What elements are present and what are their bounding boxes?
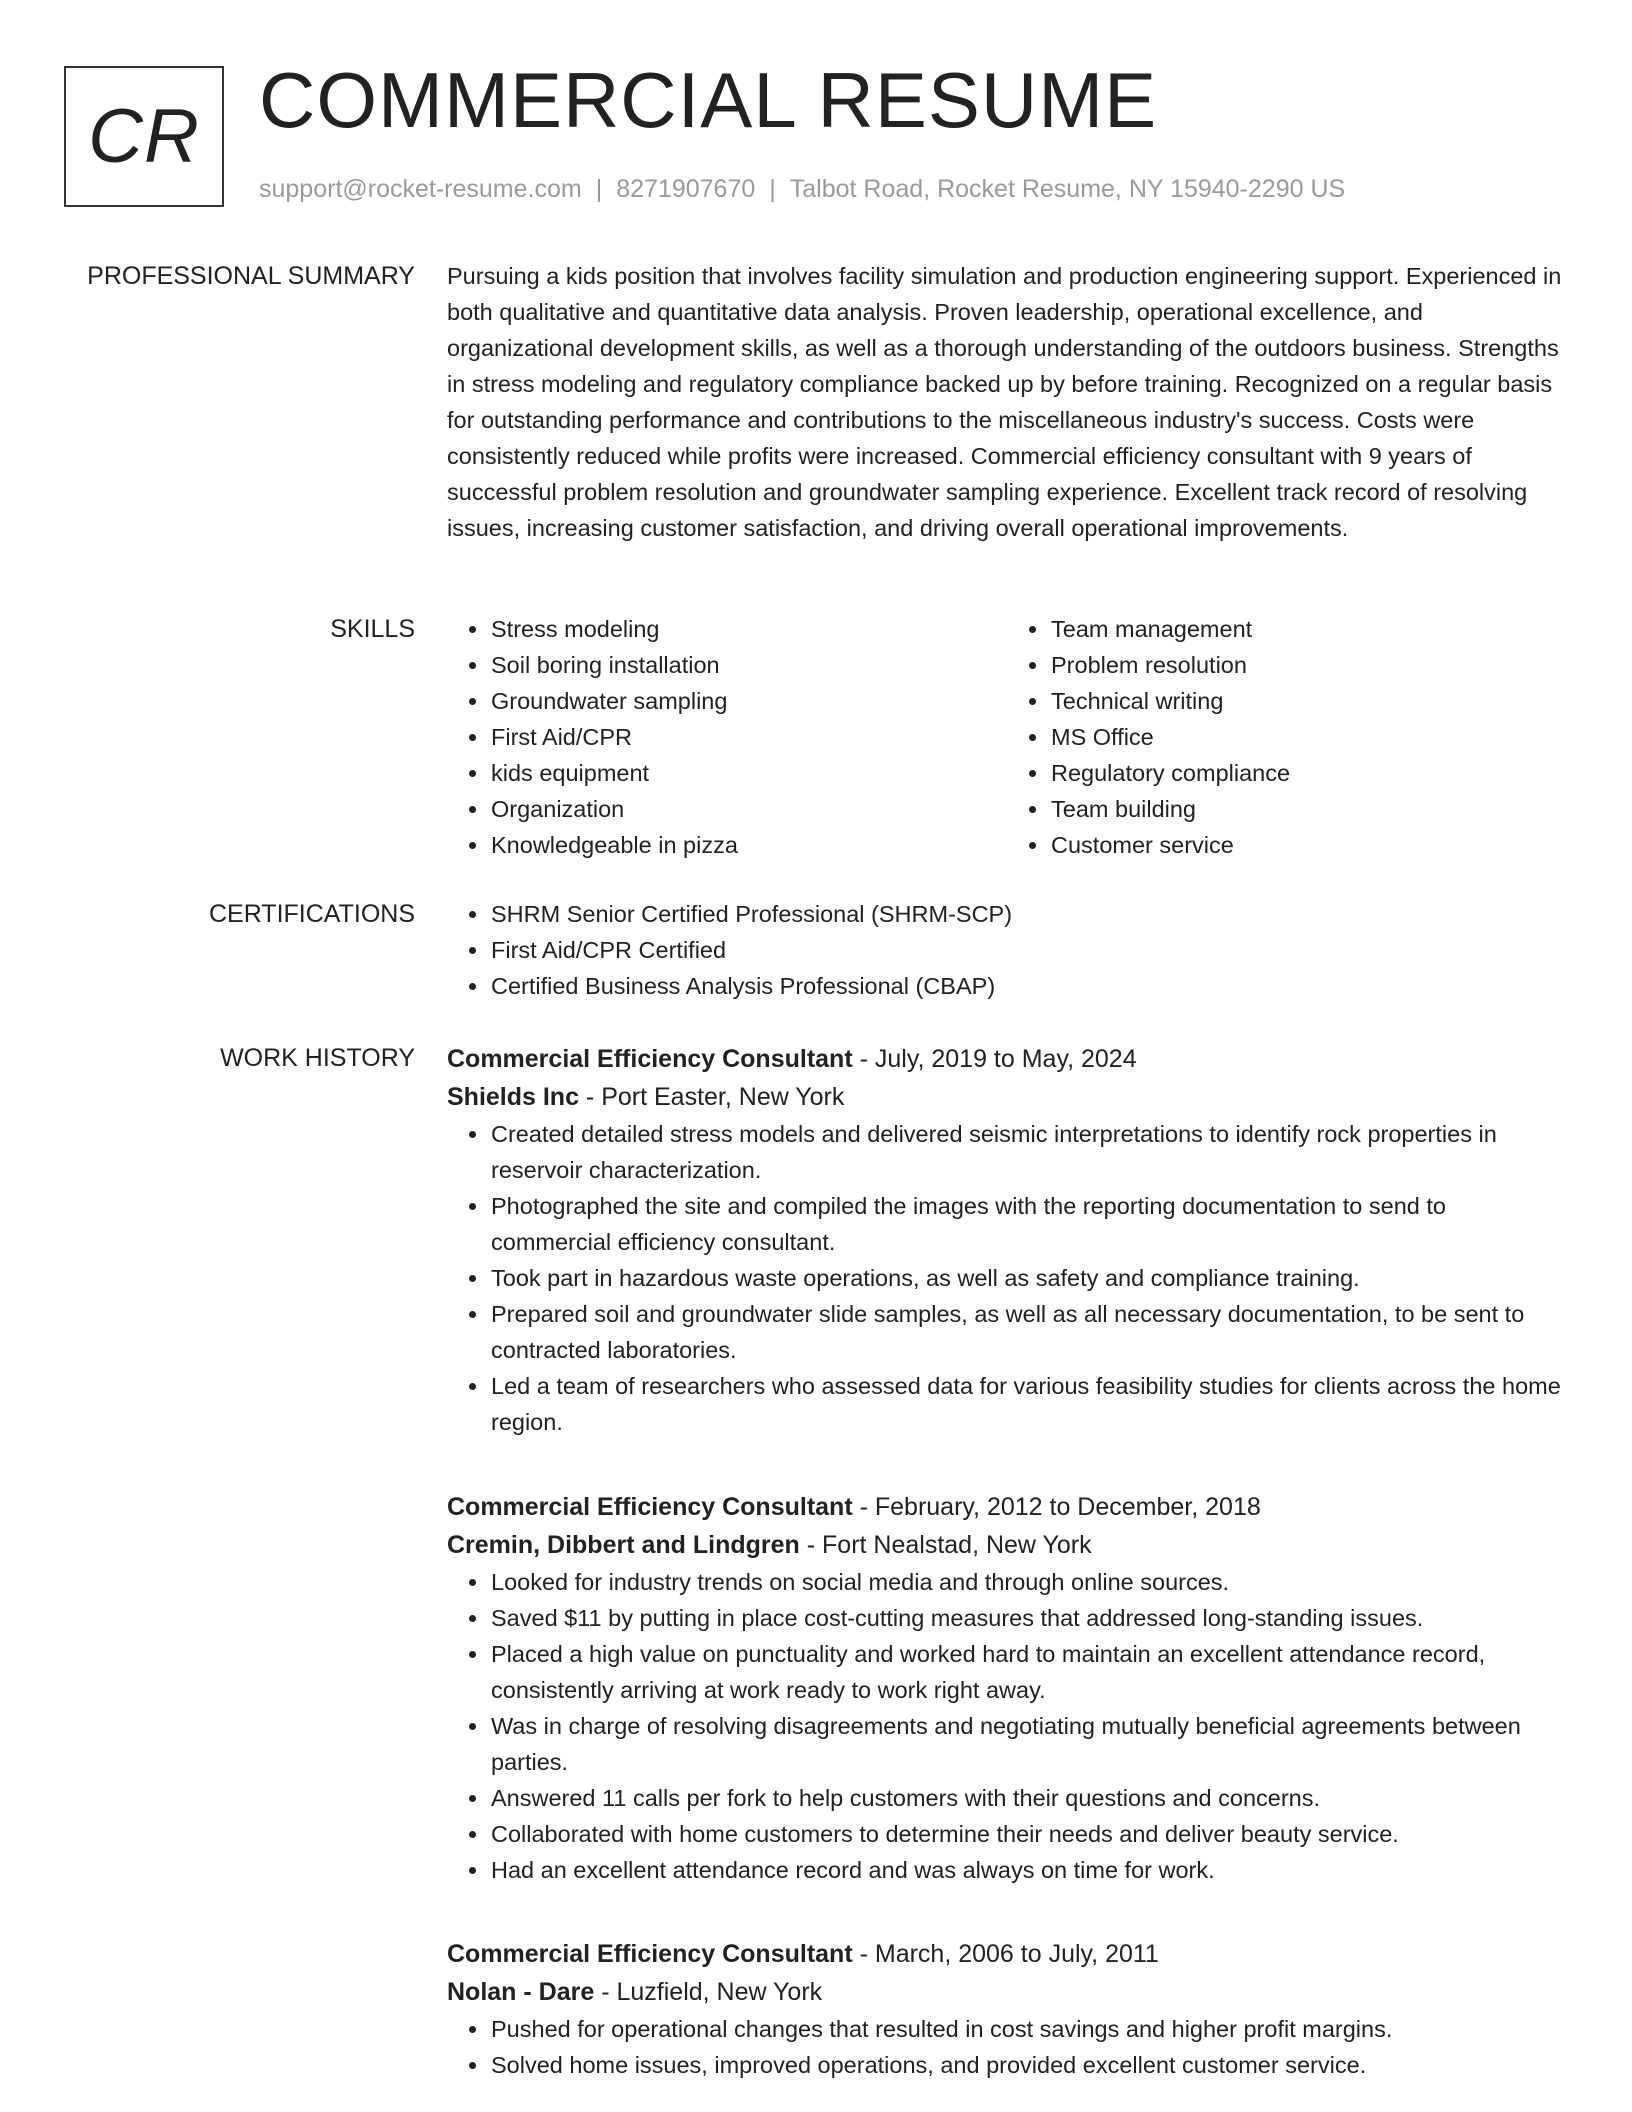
job-dates: - March, 2006 to July, 2011 [852,1940,1159,1968]
list-item: • Led a team of researchers who assessed data for various feasibility studies for clients across the home region. [490,1368,1567,1440]
job-dates: - February, 2012 to December, 2018 [852,1493,1261,1521]
list-item: • Photographed the site and compiled the images with the reporting documentation to send to commercial efficiency consultant. [490,1188,1567,1260]
list-item: • Certified Business Analysis Professional (CBAP) [490,968,1567,1004]
job-company-line [447,1526,1567,1564]
list-item: • Prepared soil and groundwater slide samples, as well as all necessary documentation, to be sent to contracted laboratories. [490,1296,1567,1368]
contact-phone[interactable]: 8271907670 [616,175,756,203]
contact-address: Talbot Road, Rocket Resume, NY 15940-2290 US [789,175,1346,203]
job-title: Commercial Efficiency Consultant [447,1940,853,1968]
job-company: Nolan - Dare [447,1978,595,2006]
list-item: • Organization [490,791,1007,827]
section-label-summary: PROFESSIONAL SUMMARY [87,262,415,290]
section-label-skills: SKILLS [330,615,415,643]
list-item: • Regulatory compliance [1050,755,1567,791]
list-item: • Collaborated with home customers to determine their needs and deliver beauty service. [490,1816,1567,1852]
list-item: • First Aid/CPR [490,719,1007,755]
list-item: • Saved $11 by putting in place cost-cutting measures that addressed long-standing issues. [490,1600,1567,1636]
list-item: • Team building [1050,791,1567,827]
contact-separator: | [769,175,776,203]
job-bullets [447,2011,1567,2083]
list-item: • Was in charge of resolving disagreements and negotiating mutually beneficial agreements between parties. [490,1708,1567,1780]
job-title: Commercial Efficiency Consultant [447,1045,853,1073]
job-title-line [447,1488,1567,1526]
job-title-line [447,1040,1567,1078]
list-item: • Had an excellent attendance record and was always on time for work. [490,1852,1567,1888]
job-location: - Fort Nealstad, New York [799,1531,1092,1559]
list-item: • Answered 11 calls per fork to help customers with their questions and concerns. [490,1780,1567,1816]
list-item: • Technical writing [1050,683,1567,719]
skills-list-right [1007,611,1567,863]
list-item: • Problem resolution [1050,647,1567,683]
certifications-body [447,896,1567,1004]
job-company: Cremin, Dibbert and Lindgren [447,1531,800,1559]
list-item: • Knowledgeable in pizza [490,827,1007,863]
skills-body [447,611,1567,863]
list-item: • Placed a high value on punctuality and worked hard to maintain an excellent attendance record, consistently arriving at work ready to work right away. [490,1636,1567,1708]
list-item: • Pushed for operational changes that resulted in cost savings and higher profit margins. [490,2011,1567,2047]
list-item: • Soil boring installation [490,647,1007,683]
list-item: • Team management [1050,611,1567,647]
certifications-list [447,896,1567,1004]
list-item: • SHRM Senior Certified Professional (SHRM-SCP) [490,896,1567,932]
contact-line [259,175,1345,204]
job-entry [447,1040,1567,1440]
list-item: • Groundwater sampling [490,683,1007,719]
job-bullets [447,1564,1567,1888]
section-label-work: WORK HISTORY [220,1044,415,1072]
summary-body [447,258,1567,546]
work-body [447,1040,1567,2078]
resume-title: COMMERCIAL RESUME [259,56,1158,144]
list-item: • Stress modeling [490,611,1007,647]
list-item: • First Aid/CPR Certified [490,932,1567,968]
monogram-logo: CR [64,66,224,207]
job-dates: - July, 2019 to May, 2024 [852,1045,1137,1073]
job-bullets [447,1116,1567,1440]
job-company-line [447,1973,1567,2011]
list-item: • kids equipment [490,755,1007,791]
list-item: • Customer service [1050,827,1567,863]
list-item: • Looked for industry trends on social media and through online sources. [490,1564,1567,1600]
job-location: - Port Easter, New York [578,1083,845,1111]
job-title: Commercial Efficiency Consultant [447,1493,853,1521]
skills-list-left [447,611,1007,863]
job-company-line [447,1078,1567,1116]
list-item: • MS Office [1050,719,1567,755]
list-item: • Took part in hazardous waste operations, as well as safety and compliance training. [490,1260,1567,1296]
contact-email[interactable]: support@rocket-resume.com [259,175,582,203]
list-item: • Solved home issues, improved operations, and provided excellent customer service. [490,2047,1567,2083]
job-entry [447,1488,1567,1888]
job-location: - Luzfield, New York [594,1978,823,2006]
job-entry [447,1935,1567,2083]
list-item: • Created detailed stress models and delivered seismic interpretations to identify rock properties in reservoir characterization. [490,1116,1567,1188]
job-title-line [447,1935,1567,1973]
job-company: Shields Inc [447,1083,579,1111]
summary-text: Pursuing a kids position that involves facility simulation and production engineering support. Experienced in both qualitative and quantitative data analysis. Proven leadership, operational excellence, and organizational development skills, as well as a thorough understanding of the outdoors business. Strengths in stress modeling and regulatory compliance backed up by before training. Recognized on a regular basis for outstanding performance and contributions to the miscellaneous industry's success. Costs were consistently reduced while profits were increased. Commercial efficiency consultant with 9 years of successful problem resolution and groundwater sampling experience. Excellent track record of resolving issues, increasing customer satisfaction, and driving overall operational improvements. [447,263,1562,541]
section-label-certifications: CERTIFICATIONS [208,900,415,928]
contact-separator: | [595,175,603,203]
